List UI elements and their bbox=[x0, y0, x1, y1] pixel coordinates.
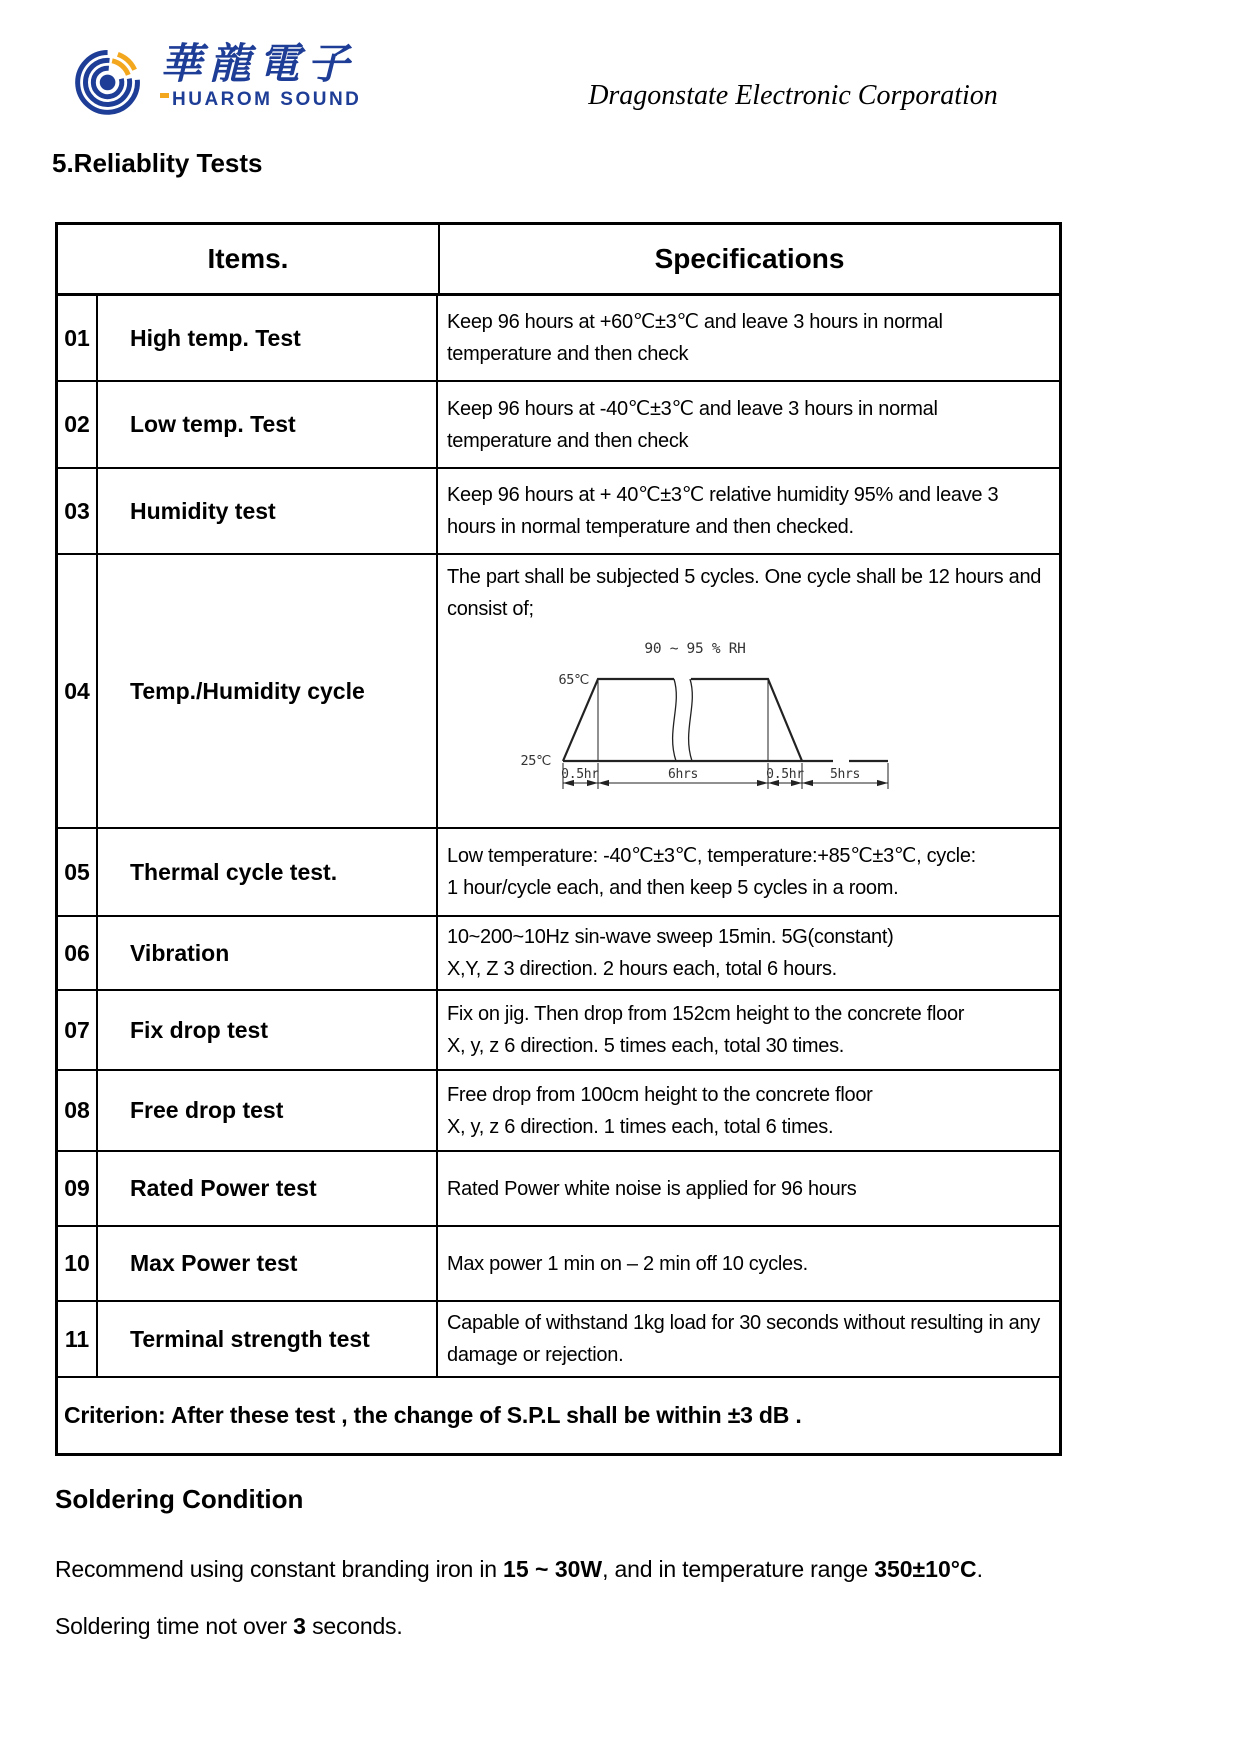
row-number: 05 bbox=[58, 829, 98, 915]
logo-brand-name bbox=[160, 89, 361, 111]
logo-chinese-name: 華龍電子 bbox=[160, 39, 357, 88]
row-item-name: High temp. Test bbox=[98, 296, 438, 380]
row-number: 08 bbox=[58, 1071, 98, 1150]
logo-text bbox=[160, 39, 362, 111]
spec-line: The part shall be subjected 5 cycles. One cycle shall be 12 hours and bbox=[447, 566, 1042, 588]
low-temp-label: 25℃ bbox=[520, 753, 551, 769]
table-row bbox=[58, 1227, 1059, 1302]
table-row bbox=[58, 1071, 1059, 1152]
section-title: 5.Reliablity Tests bbox=[52, 148, 263, 178]
company-logo bbox=[72, 39, 362, 120]
row-number: 11 bbox=[58, 1302, 98, 1376]
row-item-name: Max Power test bbox=[98, 1227, 438, 1300]
row-spec bbox=[438, 1227, 1059, 1300]
row-number: 01 bbox=[58, 296, 98, 380]
items-header: Items. bbox=[58, 225, 440, 293]
table-row bbox=[58, 1302, 1059, 1378]
spec-line: 1 hour/cycle each, and then keep 5 cycles in a room. bbox=[447, 877, 899, 899]
table-row bbox=[58, 382, 1059, 469]
spec-line: temperature and then check bbox=[447, 429, 689, 452]
row-spec bbox=[438, 555, 1059, 827]
row-spec bbox=[438, 829, 1059, 915]
table-row bbox=[58, 1152, 1059, 1227]
row-item-name: Terminal strength test bbox=[98, 1302, 438, 1376]
spec-line: Low temperature: -40℃±3℃, temperature:+85℃±3℃, cycle: bbox=[447, 845, 976, 867]
row-item-name: Thermal cycle test. bbox=[98, 829, 438, 915]
rh-range-label: 90 ~ 95 % RH bbox=[644, 641, 746, 657]
spec-line: Capable of withstand 1kg load for 30 seconds without resulting in any bbox=[447, 1312, 1041, 1334]
spec-line: Keep 96 hours at + 40℃±3℃ relative humidity 95% and leave 3 bbox=[447, 484, 999, 506]
spec-line: temperature and then check bbox=[447, 343, 689, 365]
spec-line: Fix on jig. Then drop from 152cm height to the concrete floor bbox=[447, 1003, 965, 1025]
spec-line: hours in normal temperature and then checked. bbox=[447, 516, 854, 538]
logo-brand-text: HUAROM SOUND bbox=[172, 89, 362, 111]
spec-line: Rated Power white noise is applied for 96 hours bbox=[447, 1177, 857, 1200]
spec-line: Free drop from 100cm height to the concrete floor bbox=[447, 1083, 873, 1106]
row-item-name: Free drop test bbox=[98, 1071, 438, 1150]
row-spec bbox=[438, 296, 1059, 380]
row-number: 06 bbox=[58, 917, 98, 989]
duration-label-rest: 5hrs bbox=[829, 767, 861, 782]
reliability-tests-table bbox=[55, 222, 1062, 1456]
specifications-header: Specifications bbox=[654, 243, 845, 274]
row-item-name: Low temp. Test bbox=[98, 382, 438, 467]
row-number: 02 bbox=[58, 382, 98, 467]
sound-wave-logo-icon bbox=[72, 42, 146, 120]
soldering-time-line: Soldering time not over 3 seconds. bbox=[55, 1613, 403, 1639]
table-row bbox=[58, 991, 1059, 1071]
spec-line: Keep 96 hours at +60℃±3℃ and leave 3 hours in normal bbox=[447, 311, 943, 333]
row-item-name: Vibration bbox=[98, 917, 438, 989]
spec-line: Max power 1 min on – 2 min off 10 cycles. bbox=[447, 1252, 808, 1275]
company-name: Dragonstate Electronic Corporation bbox=[588, 80, 998, 111]
row-number: 10 bbox=[58, 1227, 98, 1300]
spec-line: 10~200~10Hz sin-wave sweep 15min. 5G(constant) bbox=[447, 926, 894, 948]
row-spec bbox=[438, 1152, 1059, 1225]
row-item-name: Humidity test bbox=[98, 469, 438, 553]
table-row bbox=[58, 917, 1059, 991]
row-item-name: Fix drop test bbox=[98, 991, 438, 1069]
row-item-name: Rated Power test bbox=[98, 1152, 438, 1225]
spec-line: Keep 96 hours at -40℃±3℃ and leave 3 hours in normal bbox=[447, 397, 938, 420]
row-item-name: Temp./Humidity cycle bbox=[98, 555, 438, 827]
table-row bbox=[58, 469, 1059, 555]
duration-label-ramp-up: 0.5hr bbox=[561, 767, 599, 782]
row-number: 07 bbox=[58, 991, 98, 1069]
table-row bbox=[58, 555, 1059, 829]
table-body bbox=[58, 296, 1059, 1378]
row-spec bbox=[438, 1071, 1059, 1150]
spec-line: damage or rejection. bbox=[447, 1344, 624, 1366]
row-spec bbox=[438, 917, 1059, 989]
table-row bbox=[58, 296, 1059, 382]
table-header-row bbox=[58, 225, 1059, 296]
spec-line: consist of; bbox=[447, 598, 534, 620]
duration-label-hold: 6hrs bbox=[667, 767, 699, 782]
orange-tick-icon bbox=[160, 93, 169, 98]
row-number: 04 bbox=[58, 555, 98, 827]
row-spec bbox=[438, 1302, 1059, 1376]
row-spec bbox=[438, 469, 1059, 553]
row-spec bbox=[438, 382, 1059, 467]
duration-label-ramp-down: 0.5hr bbox=[766, 767, 804, 782]
soldering-recommendation-line: Recommend using constant branding iron in 15 ~ 30W, and in temperature range 350±10°C. bbox=[55, 1556, 983, 1582]
spec-line: X, y, z 6 direction. 5 times each, total 30 times. bbox=[447, 1035, 845, 1057]
spec-line: X,Y, Z 3 direction. 2 hours each, total 6 hours. bbox=[447, 958, 837, 980]
row-number: 03 bbox=[58, 469, 98, 553]
row-spec bbox=[438, 991, 1059, 1069]
soldering-condition-title: Soldering Condition bbox=[55, 1484, 304, 1514]
temp-humidity-cycle-diagram bbox=[447, 633, 1047, 803]
row-number: 09 bbox=[58, 1152, 98, 1225]
high-temp-label: 65℃ bbox=[558, 672, 589, 688]
criterion-row: Criterion: After these test , the change of S.P.L shall be within ±3 dB . bbox=[64, 1402, 802, 1428]
spec-line: X, y, z 6 direction. 1 times each, total 6 times. bbox=[447, 1115, 834, 1138]
table-row bbox=[58, 829, 1059, 917]
